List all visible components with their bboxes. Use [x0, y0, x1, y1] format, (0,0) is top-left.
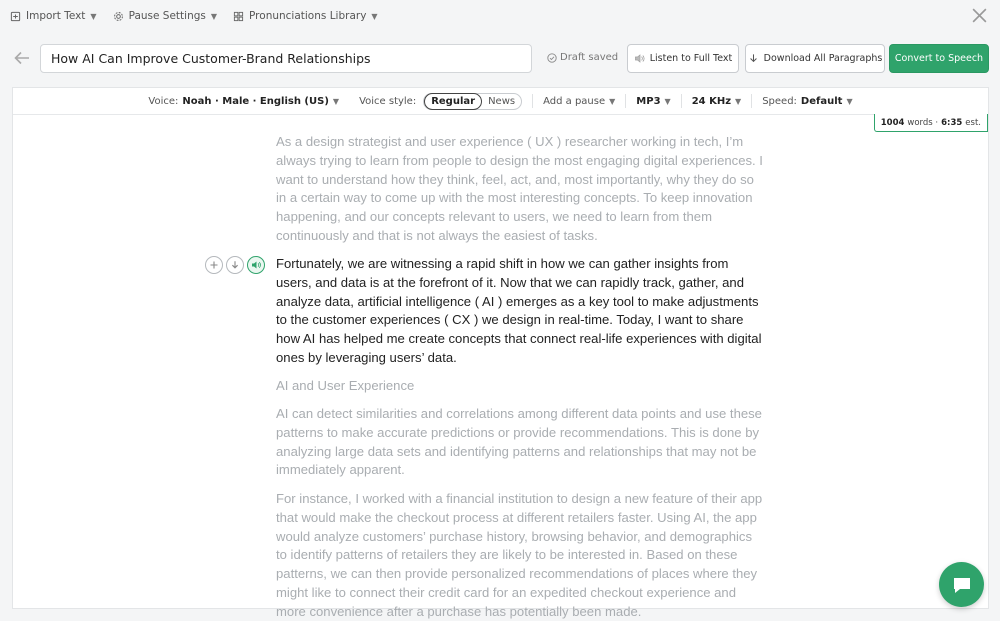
- import-icon: [10, 11, 21, 22]
- paragraph[interactable]: As a design strategist and user experience ( UX ) researcher working in tech, I’m always trying to learn from people to design the most engaging digital experiences. I want to understand how they think, feel, act, and, most importantly, why they do so in a certain way to come up with the most interesting concepts. To keep innovation happening, and our concepts relevant to users, we need to learn from them continuously and that is not always the easiest of tasks.: [276, 134, 763, 243]
- voice-style-group: [359, 93, 522, 110]
- import-text-menu[interactable]: [10, 10, 97, 22]
- listen-full-text-label: Listen to Full Text: [649, 53, 733, 64]
- check-circle-icon: [547, 53, 557, 63]
- chevron-down-icon: ▼: [735, 96, 742, 106]
- speed-label: Speed:: [762, 95, 797, 107]
- download-all-paragraphs-button[interactable]: [745, 44, 885, 73]
- active-paragraph[interactable]: Fortunately, we are witnessing a rapid shift in how we can gather insights from users, and data is at the forefront of it. Now that we can rapidly track, gather, and analyze data, artificial intelligence ( AI ) emerges as a key tool to make adjustments to the customer experiences ( CX ) we design in real-time. Today, I want to share how AI has helped me create concepts that connect real-life experiences with digital ones by leveraging users’ data.: [276, 256, 762, 365]
- draft-status-label: Draft saved: [560, 52, 619, 63]
- pause-settings-menu[interactable]: [113, 10, 217, 22]
- paragraph[interactable]: AI can detect similarities and correlations among different data points and use these patterns to make accurate predictions or provide recommendations. This is done by analyzing large data sets and identifying patterns and relationships that may not be immediately apparent.: [276, 406, 762, 478]
- back-arrow-icon[interactable]: [13, 49, 31, 67]
- menubar: [0, 0, 1000, 32]
- divider: [532, 94, 533, 108]
- divider: [625, 94, 626, 108]
- plus-icon: [209, 260, 219, 270]
- chevron-down-icon: ▼: [609, 96, 616, 106]
- add-pause-label: Add a pause: [543, 95, 606, 107]
- speaker-icon: [634, 53, 645, 64]
- sample-rate-value: 24 KHz: [691, 95, 732, 107]
- word-count-suffix: words ·: [907, 117, 939, 128]
- voice-value: Noah · Male · English (US): [182, 95, 329, 107]
- voice-style-label: Voice style:: [359, 95, 417, 107]
- pronunciations-library-menu[interactable]: [233, 10, 378, 22]
- speaker-icon: [251, 260, 261, 270]
- paragraph-tools: [205, 256, 265, 274]
- draft-status: [547, 52, 618, 63]
- play-paragraph-button[interactable]: [247, 256, 265, 274]
- editor-panel: [12, 87, 989, 619]
- chevron-down-icon: ▼: [371, 11, 378, 21]
- convert-to-speech-button[interactable]: [889, 44, 989, 73]
- voice-toolbar: [13, 88, 988, 115]
- listen-full-text-button[interactable]: [627, 44, 739, 73]
- add-pause-dropdown[interactable]: [543, 96, 615, 107]
- document-title-input[interactable]: [40, 44, 532, 73]
- paragraph[interactable]: For instance, I worked with a financial institution to design a new feature of their app that would make the checkout process at different retailers faster. Using AI, the app would analyze customers’ purchase history, browsing behavior, and demographics to identify patterns of retailers they are likely to be interested in. Based on these patterns, we can then provide personalized recommendations of places where they might like to connect their credit card for an expedited checkout experience and more convenience after a purchase has potentially been made.: [276, 491, 763, 619]
- close-icon[interactable]: [971, 7, 988, 24]
- chat-icon: [951, 574, 973, 596]
- chevron-down-icon: ▼: [90, 11, 97, 21]
- chevron-down-icon: ▼: [210, 11, 218, 21]
- sample-rate-dropdown[interactable]: [692, 96, 742, 107]
- grid-icon: [233, 11, 244, 22]
- divider: [751, 94, 752, 108]
- speed-value: Default: [800, 95, 843, 107]
- duration-value: 6:35: [941, 117, 963, 128]
- download-icon: [230, 260, 240, 270]
- add-paragraph-button[interactable]: [205, 256, 223, 274]
- paragraph-heading[interactable]: AI and User Experience: [276, 378, 415, 393]
- voice-style-news[interactable]: News: [488, 95, 516, 107]
- pronunciations-library-label: Pronunciations Library: [249, 10, 367, 22]
- download-paragraph-button[interactable]: [226, 256, 244, 274]
- download-all-paragraphs-label: Download All Paragraphs: [763, 53, 883, 64]
- chat-support-button[interactable]: [939, 562, 984, 607]
- format-dropdown[interactable]: [636, 96, 670, 107]
- voice-style-toggle: [423, 93, 522, 110]
- divider: [681, 94, 682, 108]
- chevron-down-icon: ▼: [846, 96, 853, 106]
- format-value: MP3: [636, 95, 661, 107]
- voice-select[interactable]: [148, 96, 339, 107]
- chevron-down-icon: ▼: [332, 96, 340, 106]
- speed-dropdown[interactable]: [762, 96, 852, 107]
- duration-suffix: est.: [965, 117, 981, 128]
- word-count-badge: [874, 114, 988, 132]
- chevron-down-icon: ▼: [664, 96, 671, 106]
- word-count-value: 1004: [880, 117, 905, 128]
- download-icon: [748, 53, 759, 64]
- gear-icon: [113, 11, 124, 22]
- voice-style-regular[interactable]: Regular: [424, 93, 482, 110]
- import-text-label: Import Text: [26, 10, 86, 22]
- pause-settings-label: Pause Settings: [128, 10, 206, 22]
- voice-label: Voice:: [148, 95, 179, 107]
- title-row: [0, 40, 1000, 76]
- convert-to-speech-label: Convert to Speech: [894, 53, 984, 64]
